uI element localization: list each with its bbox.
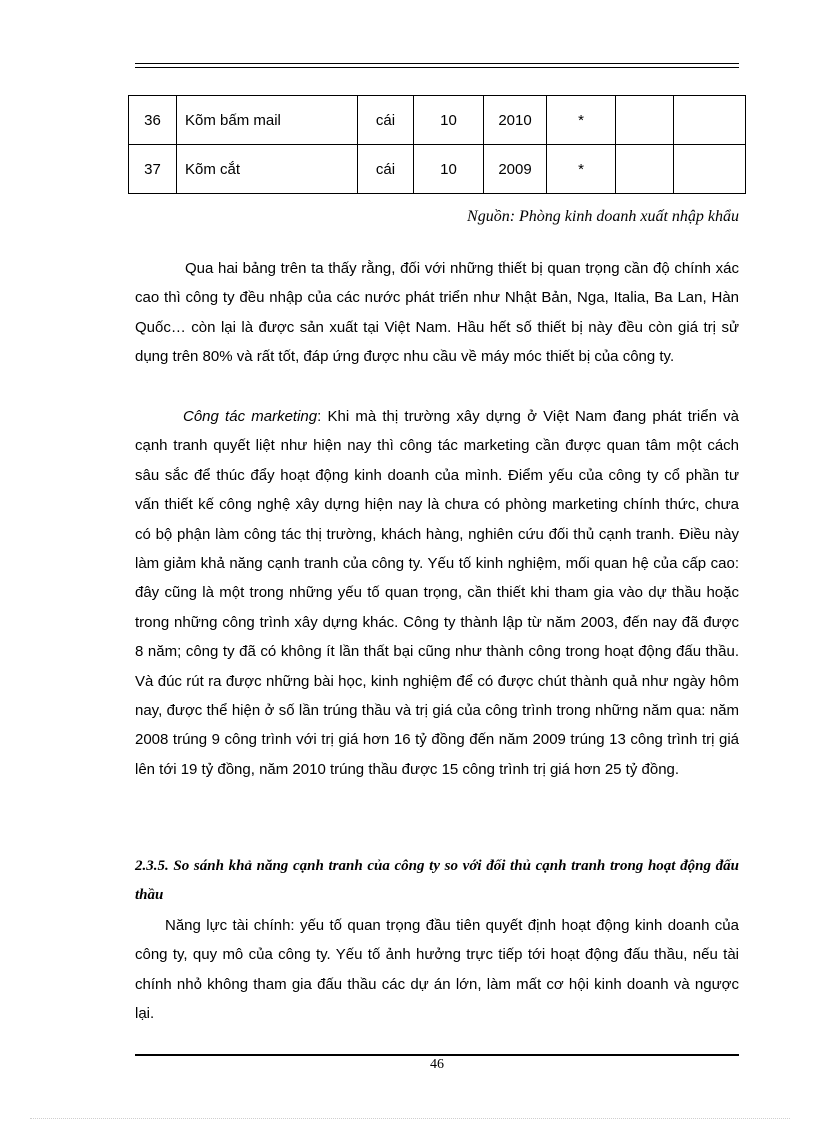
marketing-text: : Khi mà thị trường xây dựng ở Việt Nam đang phát triển và cạnh tranh quyết liệt như hiện nay thì công tác marketing cần được quan tâm một cách sâu sắc để thúc đẩy hoạt động kinh doanh của mình. Điểm yếu của công ty cổ phần tư vấn thiết kế công nghệ xây dựng hiện nay là chưa có phòng marketing chính thức, chưa có bộ phận làm công tác thị trường, khách hàng, nghiên cứu đối thủ cạnh tranh. Điều này làm giảm khả năng cạnh tranh của công ty. Yếu tố kinh nghiệm, mối quan hệ của cấp cao: đây cũng là một trong những yếu tố quan trọng, cần thiết khi tham gia vào dự thầu hoặc trong những công trình xây dựng khác. Công ty thành lập từ năm 2003, đến nay đã được 8 năm; công ty đã có không ít lần thất bại cũng như thành công trong hoạt động đấu thầu. Và đúc rút ra được những bài học, kinh nghiệm để có được chút thành quả như ngày hôm nay, được thể hiện ở số lần trúng thầu và trị giá của công trình trong những năm qua: năm 2008 trúng 9 công trình với trị giá hơn 16 tỷ đồng đến năm 2009 trúng 13 công trình trị giá lên tới 19 tỷ đồng, năm 2010 trúng thầu được 15 công trình trị giá hơn 25 tỷ đồng. bbox=[135, 408, 739, 778]
cell-empty bbox=[616, 145, 674, 194]
page-number: 46 bbox=[430, 1057, 444, 1072]
paragraph-marketing bbox=[135, 402, 739, 784]
cell-empty bbox=[616, 96, 674, 145]
table-row bbox=[129, 96, 746, 145]
footer-rule bbox=[135, 1054, 739, 1056]
cell-year: 2010 bbox=[484, 96, 547, 145]
paragraph-finance: Năng lực tài chính: yếu tố quan trọng đầu tiên quyết định hoạt động kinh doanh của công ty, quy mô của công ty. Yếu tố ảnh hưởng trực tiếp tới hoạt động đấu thầu, nếu tài chính nhỏ không tham gia đấu thầu các dự án lớn, làm mất cơ hội kinh doanh và ngược lại. bbox=[135, 917, 739, 1023]
table-row bbox=[129, 145, 746, 194]
cell-empty bbox=[674, 96, 746, 145]
cell-quantity: 10 bbox=[414, 96, 484, 145]
table-source: Nguồn: Phòng kinh doanh xuất nhập khẩu bbox=[467, 208, 739, 225]
marketing-lead: Công tác marketing bbox=[183, 408, 318, 425]
cell-name: Kõm bấm mail bbox=[177, 96, 358, 145]
equipment-table bbox=[128, 95, 746, 194]
paragraph-equipment: Qua hai bảng trên ta thấy rằng, đối với những thiết bị quan trọng cần độ chính xác cao thì công ty đều nhập của các nước phát triển như Nhật Bản, Nga, Italia, Ba Lan, Hàn Quốc… còn lại là được sản xuất tại Việt Nam. Hầu hết số thiết bị này đều còn giá trị sử dụng trên 80% và rất tốt, đáp ứng được nhu cầu về máy móc thiết bị của công ty. bbox=[135, 260, 739, 366]
cell-number: 37 bbox=[129, 145, 177, 194]
header-rule bbox=[135, 63, 739, 64]
cell-unit: cái bbox=[358, 145, 414, 194]
header-rule-thin bbox=[135, 67, 739, 68]
cell-number: 36 bbox=[129, 96, 177, 145]
page-edge-dots bbox=[30, 1118, 790, 1119]
cell-mark: * bbox=[547, 145, 616, 194]
cell-unit: cái bbox=[358, 96, 414, 145]
cell-name: Kõm cắt bbox=[177, 145, 358, 194]
cell-mark: * bbox=[547, 96, 616, 145]
cell-empty bbox=[674, 145, 746, 194]
cell-year: 2009 bbox=[484, 145, 547, 194]
section-heading: 2.3.5. So sánh khả năng cạnh tranh của công ty so với đối thủ cạnh tranh trong hoạt động đấu thầu bbox=[135, 858, 739, 904]
cell-quantity: 10 bbox=[414, 145, 484, 194]
